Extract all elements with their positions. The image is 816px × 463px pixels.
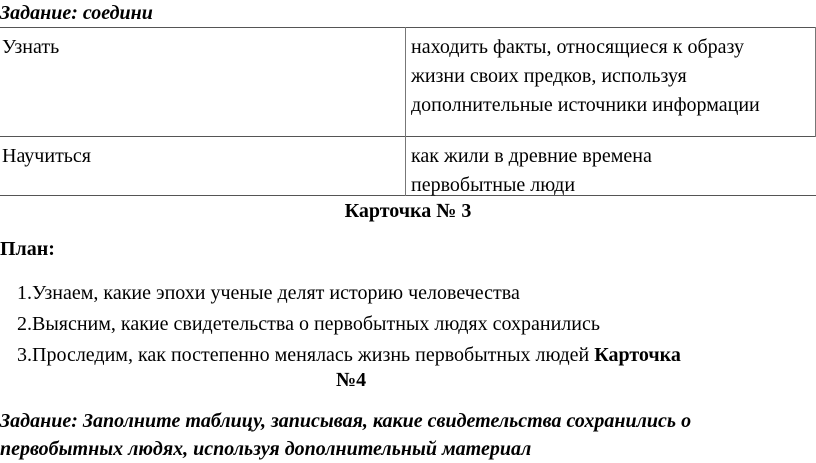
table-column-divider bbox=[405, 27, 406, 196]
table-row-1-right bbox=[411, 33, 760, 120]
card-4-title-part1: Карточка bbox=[594, 344, 681, 366]
plan-item-2-text: 2.Выясним, какие свидетельства о первобытных людях сохранились bbox=[17, 313, 600, 335]
table-row-1-left: Узнать bbox=[2, 36, 60, 58]
table-row-1-right-line-2: жизни своих предков, используя bbox=[411, 65, 687, 87]
table-row-1-right-line-3: дополнительные источники информации bbox=[411, 94, 760, 116]
table-row-2-right bbox=[411, 142, 652, 200]
card-4-title-part2: №4 bbox=[336, 369, 367, 391]
plan-item-1-text: 1.Узнаем, какие эпохи ученые делят историю человечества bbox=[17, 282, 520, 304]
table-row-2-left: Научиться bbox=[2, 145, 92, 167]
card-3-title: Карточка № 3 bbox=[344, 200, 472, 222]
table-row-2-right-line-1: как жили в древние времена bbox=[411, 145, 652, 167]
task-heading: Задание: соедини bbox=[0, 2, 153, 24]
plan-title: План: bbox=[0, 238, 55, 260]
table-bottom-border bbox=[0, 195, 816, 196]
matching-table bbox=[0, 27, 816, 197]
table-row-2-right-line-2: первобытные люди bbox=[411, 174, 576, 196]
table-row-divider bbox=[0, 136, 816, 137]
table-row-1-right-line-1: находить факты, относящиеся к образу bbox=[411, 36, 745, 58]
plan-item-3-text: 3.Проследим, как постепенно менялась жизнь первобытных людей bbox=[17, 344, 590, 366]
plan-item-3 bbox=[17, 340, 681, 371]
task-2-instruction: Задание: Заполните таблицу, записывая, какие свидетельства сохранились о первобытных людях, используя дополнительный материал bbox=[0, 410, 692, 460]
plan-item-2 bbox=[17, 309, 681, 340]
plan-item-1 bbox=[17, 278, 681, 309]
table-top-border bbox=[0, 27, 816, 28]
plan-list bbox=[17, 278, 681, 371]
